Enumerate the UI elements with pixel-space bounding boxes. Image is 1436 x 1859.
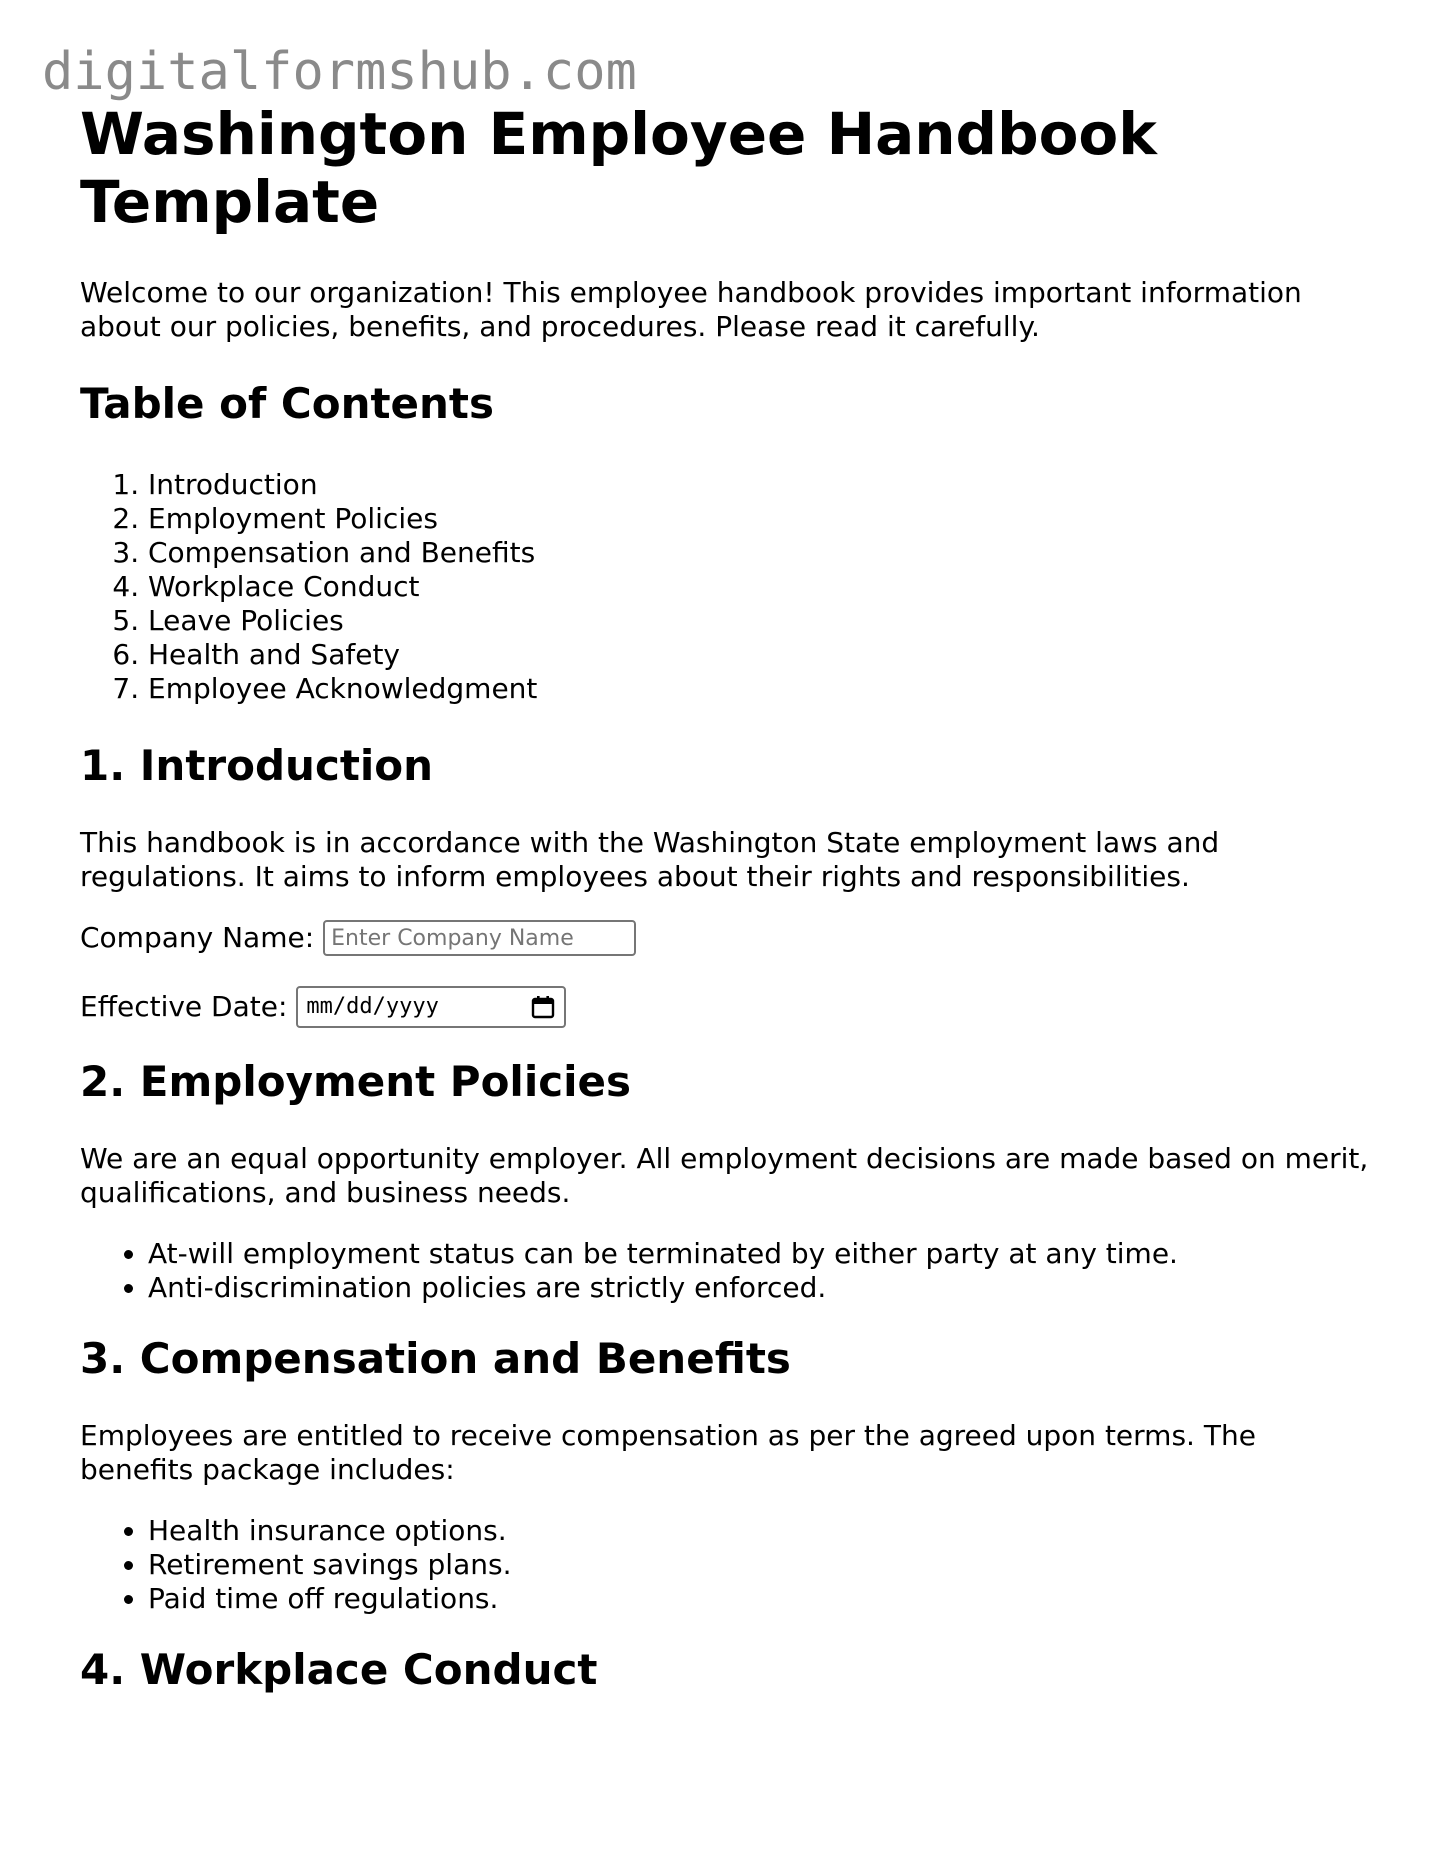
toc-item-compensation-benefits: 3. Compensation and Benefits	[148, 536, 1370, 570]
company-name-input[interactable]	[323, 920, 636, 956]
effective-date-format: mm/dd/yyyy	[306, 994, 439, 1019]
page-title: Washington Employee Handbook Template	[80, 100, 1157, 236]
toc-item-workplace-conduct: 4. Workplace Conduct	[148, 570, 1370, 604]
toc-heading: Table of Contents	[80, 379, 495, 428]
section-introduction-body: This handbook is in accordance with the Washington State employment laws and regulations. It aims to inform employees about their rights and responsibilities.	[80, 826, 1220, 893]
effective-date-label: Effective Date:	[80, 990, 288, 1023]
section-compensation-heading: 3. Compensation and Benefits	[80, 1334, 791, 1383]
list-item: • Health insurance options.	[148, 1514, 1370, 1548]
benefits-list	[80, 1514, 1370, 1616]
toc-item-employee-acknowledgment: 7. Employee Acknowledgment	[148, 672, 1370, 706]
employment-policies-list	[80, 1237, 1370, 1305]
section-employment-policies-body: We are an equal opportunity employer. All employment decisions are made based on merit, qualifications, and business needs.	[80, 1142, 1369, 1209]
handbook-document	[80, 100, 1370, 1696]
toc-item-leave-policies: 5. Leave Policies	[148, 604, 1370, 638]
toc-list	[80, 468, 1370, 706]
company-name-label: Company Name:	[80, 921, 315, 954]
section-introduction-heading: 1. Introduction	[80, 741, 434, 790]
list-item: • Anti-discrimination policies are strictly enforced.	[148, 1271, 1370, 1305]
toc-item-health-safety: 6. Health and Safety	[148, 638, 1370, 672]
list-item: • Paid time off regulations.	[148, 1582, 1370, 1616]
toc-item-employment-policies: 2. Employment Policies	[148, 502, 1370, 536]
calendar-icon[interactable]	[530, 994, 556, 1020]
list-item: • Retirement savings plans.	[148, 1548, 1370, 1582]
list-item: • At-will employment status can be terminated by either party at any time.	[148, 1237, 1370, 1271]
effective-date-row	[80, 986, 1370, 1028]
watermark: digitalformshub.com	[42, 42, 637, 102]
intro-paragraph: Welcome to our organization! This employee handbook provides important information about our policies, benefits, and procedures. Please read it carefully.	[80, 276, 1302, 343]
effective-date-input[interactable]	[296, 986, 566, 1028]
company-name-row	[80, 920, 1370, 956]
section-compensation-body: Employees are entitled to receive compensation as per the agreed upon terms. The benefits package includes:	[80, 1419, 1256, 1486]
section-workplace-conduct-heading: 4. Workplace Conduct	[80, 1645, 598, 1694]
toc-item-introduction: 1. Introduction	[148, 468, 1370, 502]
section-employment-policies-heading: 2. Employment Policies	[80, 1057, 632, 1106]
